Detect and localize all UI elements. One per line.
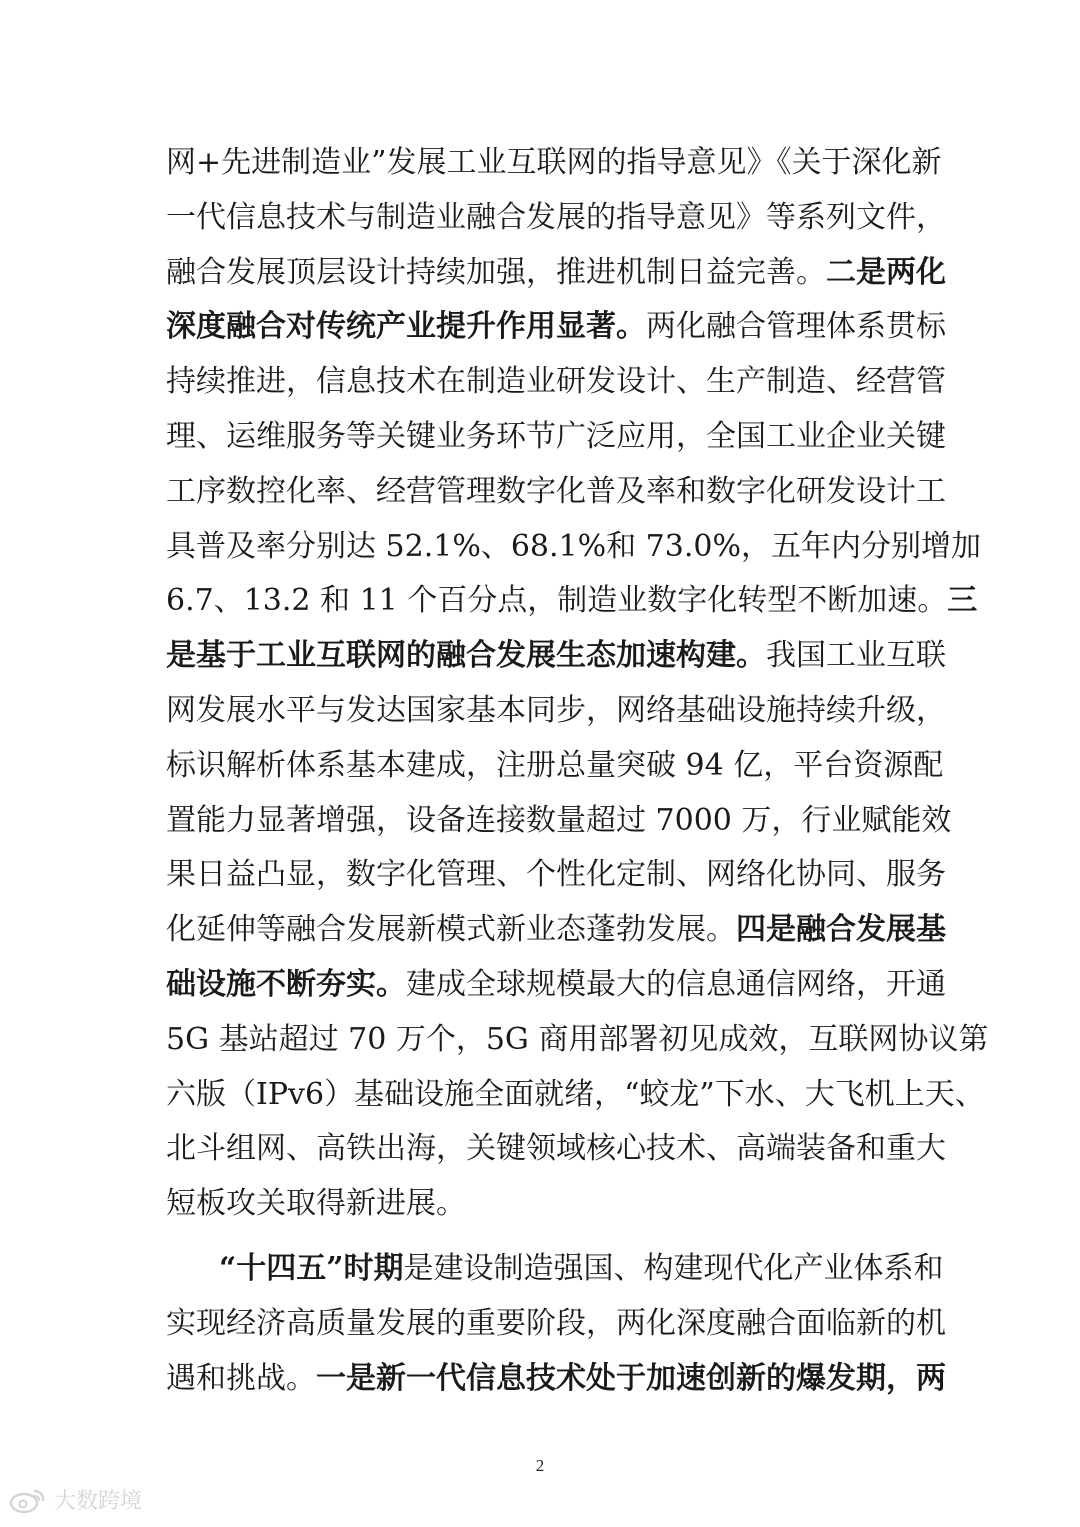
text-segment: 实现经济高质量发展的重要阶段，两化深度融合面临新的机 xyxy=(166,1305,946,1341)
text-line xyxy=(166,574,978,629)
text-line xyxy=(166,355,946,410)
text-line xyxy=(166,739,944,794)
text-line xyxy=(166,300,946,355)
text-segment: 两化融合管理体系贯标 xyxy=(646,309,946,345)
text-segment: 一代信息技术与制造业融合发展的指导意见》等系列文件， xyxy=(166,199,946,235)
text-line xyxy=(166,1242,944,1297)
text-segment: 短板攻关取得新进展。 xyxy=(166,1186,466,1222)
text-segment: 六版（IPv6）基础设施全面就绪，“蛟龙”下水、大飞机上天、 xyxy=(166,1076,985,1112)
text-line xyxy=(166,629,946,684)
text-segment: 化延伸等融合发展新模式新业态蓬勃发展。 xyxy=(166,912,736,948)
text-segment: 融合发展顶层设计持续加强，推进机制日益完善。 xyxy=(166,254,826,290)
text-segment: 具普及率分别达 52.1%、68.1%和 73.0%，五年内分别增加 xyxy=(166,528,981,564)
bold-text-segment: 四是融合发展基 xyxy=(736,912,946,948)
document-body xyxy=(166,136,989,1406)
paragraph-gap xyxy=(166,1232,918,1242)
bold-text-segment: 础设施不断夯实。 xyxy=(166,966,406,1002)
text-segment: 果日益凸显，数字化管理、个性化定制、网络化协同、服务 xyxy=(166,857,946,893)
text-line xyxy=(166,191,946,246)
text-line xyxy=(166,1122,946,1177)
text-segment: 我国工业互联 xyxy=(766,638,946,674)
text-line xyxy=(166,903,946,958)
text-segment: 建成全球规模最大的信息通信网络，开通 xyxy=(406,966,946,1002)
text-segment: 网+先进制造业”发展工业互联网的指导意见》《关于深化新 xyxy=(166,145,942,180)
bold-text-segment: 是基于工业互联网的融合发展生态加速构建。 xyxy=(166,638,766,674)
bold-text-segment: 深度融合对传统产业提升作用显著。 xyxy=(166,309,646,345)
text-segment: 理、运维服务等关键业务环节广泛应用，全国工业企业关键 xyxy=(166,418,946,454)
text-line xyxy=(166,410,946,465)
text-line xyxy=(166,684,946,739)
text-line xyxy=(166,465,946,520)
bold-text-segment: 一是新一代信息技术处于加速创新的爆发期，两 xyxy=(316,1360,946,1396)
bold-text-segment: “十四五”时期 xyxy=(219,1250,404,1286)
text-line xyxy=(166,1013,989,1068)
text-segment: 持续推进，信息技术在制造业研发设计、生产制造、经营管 xyxy=(166,364,946,400)
text-line xyxy=(166,1352,946,1407)
text-segment: 置能力显著增强，设备连接数量超过 7000 万，行业赋能效 xyxy=(166,802,952,838)
bold-text-segment: 三 xyxy=(947,583,978,619)
text-line xyxy=(166,794,952,849)
watermark-text: 大数跨境 xyxy=(54,1489,143,1514)
text-segment: 遇和挑战。 xyxy=(166,1360,316,1396)
text-line xyxy=(166,136,942,191)
text-line xyxy=(166,958,946,1013)
bold-text-segment: 二是两化 xyxy=(826,254,946,290)
text-segment: 6.7、13.2 和 11 个百分点，制造业数字化转型不断加速。 xyxy=(166,583,948,619)
text-segment: 是建设制造强国、构建现代化产业体系和 xyxy=(403,1250,944,1286)
text-segment: 5G 基站超过 70 万个，5G 商用部署初见成效，互联网协议第 xyxy=(166,1021,989,1057)
page-number: 2 xyxy=(535,1456,545,1475)
text-line xyxy=(166,1177,918,1232)
text-line xyxy=(166,520,981,575)
text-segment: 标识解析体系基本建成，注册总量突破 94 亿，平台资源配 xyxy=(166,747,944,783)
text-line xyxy=(166,848,946,903)
weibo-logo-icon xyxy=(8,1485,48,1515)
text-segment: 工序数控化率、经营管理数字化普及率和数字化研发设计工 xyxy=(166,473,946,509)
text-line xyxy=(166,1068,985,1123)
text-segment: 网发展水平与发达国家基本同步，网络基础设施持续升级， xyxy=(166,692,946,728)
text-segment: 北斗组网、高铁出海，关键领域核心技术、高端装备和重大 xyxy=(166,1131,946,1167)
text-line xyxy=(166,1297,946,1352)
watermark xyxy=(8,1484,142,1515)
text-line xyxy=(166,246,946,301)
